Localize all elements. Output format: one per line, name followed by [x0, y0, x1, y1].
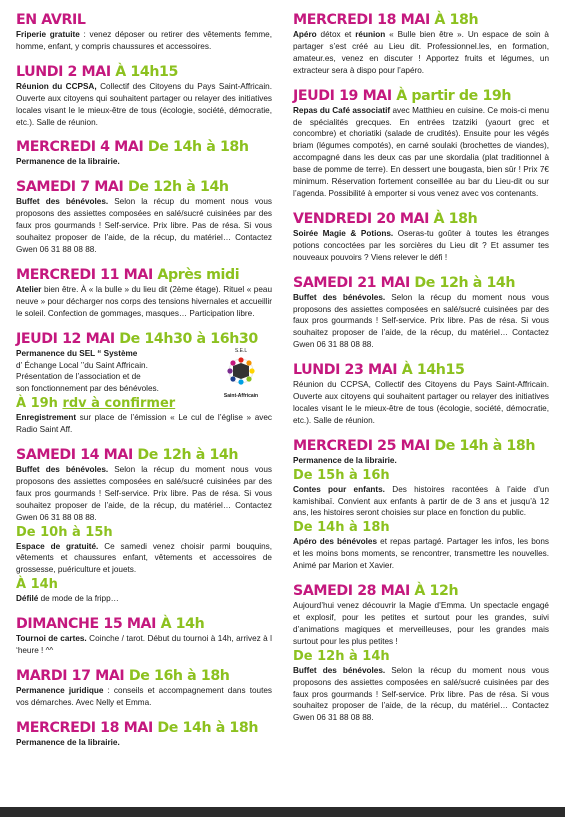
- event-desc: Oseras-tu goûter à toutes les étranges potions concoctées par les sorcières du Lieu dit ? Et assumer tes nouveaux pouvoirs ? Viens relever le défi !: [293, 228, 550, 262]
- event-time: À 14h15: [115, 63, 178, 80]
- bold-lead: Réunion du CCPSA,: [16, 81, 97, 91]
- event-text: [16, 412, 272, 436]
- event-day: VENDREDI 20 MAI: [293, 210, 429, 227]
- event-time: De 14h à 18h: [434, 437, 536, 454]
- event-desc: Selon la récup du moment nous vous proposons des assiettes composées en salé/sucré cuisinées par des faux pros gourmands ! Self-service. Prix libre. Pas de résa. Si vous souhaitez proposer de l’aide, de la récup, du matériel… Contactez Gwen 06 31 88 08 88.: [293, 292, 549, 350]
- event-mercredi-25: [293, 438, 549, 572]
- event-time: De 12h à 14h: [414, 274, 516, 291]
- event-day: SAMEDI 28 MAI: [293, 583, 410, 600]
- event-block: [16, 12, 272, 53]
- event-desc: : conseils et accompagnement dans toutes vos démarches. Avec Nelly et Emma.: [16, 686, 272, 707]
- event-desc: : venez déposer ou retirer des vêtements femme, homme, enfant, y compris chaussures et accessoires.: [16, 30, 272, 51]
- event-desc: Réunion du CCPSA, Collectif des Citoyens du Pays Saint-Affricain. Ouverte aux citoyens qui souhaitent partager ou relayer des initiatives locales visant le le mieux-être de tous (écologie, société, démocratie, etc.). Salle de réunion.: [293, 380, 549, 425]
- event-block: [293, 88, 549, 200]
- event-block: [293, 275, 549, 352]
- event-block: [16, 139, 272, 168]
- event-heading: [16, 668, 272, 685]
- sel-logo-top-text: S.E.L: [234, 347, 248, 354]
- event-time: De 14h à 18h: [147, 139, 249, 156]
- event-day: MERCREDI 11 MAI: [16, 266, 153, 283]
- sel-line-4: son fonctionnement par des bénévoles.: [16, 384, 159, 394]
- sel-line-1: Permanence du SEL “ Système: [16, 348, 138, 358]
- bold-lead: Friperie gratuite: [16, 30, 80, 39]
- bold-lead: Buffet des bénévoles.: [293, 292, 386, 302]
- event-text: [16, 633, 272, 657]
- left-column: [16, 12, 272, 760]
- event-text: [293, 665, 549, 725]
- bold-lead: Permanence de la librairie.: [293, 455, 397, 465]
- event-text: [16, 284, 272, 320]
- bold-lead: Buffet des bénévoles.: [16, 197, 109, 207]
- event-desc: Selon la récup du moment nous vous proposons des assiettes composées en salé/sucré cuisinées par des faux pros gourmands ! Self-service. Prix libre. Pas de résa. Si vous souhaitez proposer de l’aide, de la récup, du matériel… Contactez Gwen 06 31 88 08 88.: [293, 665, 549, 723]
- bold-lead: Tournoi de cartes.: [16, 634, 87, 644]
- event-text: [293, 105, 549, 200]
- event-time: À 14h: [160, 616, 205, 633]
- bold-lead: Buffet des bénévoles.: [16, 465, 109, 475]
- event-text: [16, 81, 272, 129]
- event-text: [16, 593, 272, 605]
- event-block: [16, 64, 272, 129]
- event-samedi-14: [16, 447, 272, 605]
- event-subtime: À 14h: [16, 577, 58, 593]
- event-time: De 12h à 14h: [137, 447, 239, 464]
- event-day: SAMEDI 14 MAI: [16, 447, 133, 464]
- bold-lead: Contes pour enfants.: [293, 484, 385, 494]
- event-time: Après midi: [157, 266, 240, 283]
- event-heading: [16, 179, 272, 196]
- event-heading: [16, 267, 272, 284]
- event-heading: [16, 64, 272, 81]
- event-text: [16, 29, 272, 53]
- event-desc: Selon la récup du moment nous vous proposons des assiettes composées en salé/sucré cuisinées par des faux pros gourmands ! Self-service. Prix libre. Pas de résa. Si vous souhaitez proposer de l’aide, de la récup, du matériel… Contactez Gwen 06 31 88 08 88.: [16, 197, 272, 254]
- event-jeudi-12: [16, 331, 272, 436]
- bold-lead: Permanence de la librairie.: [16, 737, 120, 747]
- event-desc: Des histoires racontées à l’aide d’un kamishibaï. Convient aux enfants à partir de de 3 ans et jusqu’à 12 ans, les histoires seront choisies sur place en fonction du public.: [293, 484, 549, 518]
- event-heading: [293, 362, 549, 379]
- event-block: [16, 720, 272, 749]
- sel-line-3: Présentation de l’association et de: [16, 372, 141, 382]
- event-heading: [16, 139, 272, 156]
- event-time: À 18h: [434, 12, 479, 28]
- event-subtime: De 14h à 18h: [293, 520, 390, 536]
- sel-block: [16, 347, 272, 399]
- sel-logo-bottom-text: Saint-Affricain: [223, 392, 259, 399]
- right-column: [293, 12, 549, 724]
- event-block: [16, 616, 272, 657]
- bold-lead: réunion: [355, 30, 386, 39]
- event-text: [293, 536, 549, 572]
- event-day: JEUDI 12 MAI: [16, 330, 115, 347]
- event-desc: Coinche / tarot. Début du tournoi à 14h, arrivez à l ‘heure ! ^^: [16, 634, 272, 656]
- event-text: [16, 685, 272, 709]
- event-heading: [293, 211, 549, 228]
- event-text: [293, 379, 549, 427]
- event-desc: bien être. À « la bulle » du lieu dit (2ème étage). Rituel « peau neuve » pour décharger nos corps des tensions hivernales et accueillir le soleil. Confection de gommages, masques… Participation libre.: [16, 284, 272, 318]
- bold-lead: Repas du Café associatif: [293, 105, 391, 115]
- bold-lead: Permanence de la librairie.: [16, 157, 120, 167]
- bold-lead: Permanence juridique: [16, 686, 104, 695]
- event-text: [293, 455, 549, 467]
- event-desc: Collectif des Citoyens du Pays Saint-Affricain. Ouverte aux citoyens qui souhaitent partager ou relayer des initiatives locales visant le le mieux-être de tous (écologie, société, démocratie, etc.). Salle de réunion.: [16, 81, 272, 127]
- event-subtime: De 15h à 16h: [293, 467, 390, 483]
- left-events-a: [16, 12, 272, 331]
- event-time: De 16h à 18h: [128, 668, 230, 684]
- event-text: [16, 156, 272, 168]
- event-day: MARDI 17 MAI: [16, 668, 125, 684]
- event-desc: détox et: [316, 30, 356, 39]
- left-events-b: [16, 616, 272, 760]
- event-time: À 14h15: [401, 362, 465, 379]
- event-subtime: De 12h à 14h: [293, 648, 390, 664]
- event-text: [16, 464, 272, 524]
- event-day: MERCREDI 18 MAI: [293, 12, 430, 28]
- rdv-confirm-link[interactable]: rdv à confirmer: [62, 396, 176, 412]
- sel-line-2: d’ Échange Local ’’du Saint Affricain.: [16, 360, 148, 370]
- event-desc: Selon la récup du moment nous vous proposons des assiettes composées en salé/sucré cuisinées par des faux pros gourmands ! Self-service. Prix libre. Pas de résa. Si vous souhaitez proposer de l’aide, de la récup, du matériel… Contactez Gwen 06 31 88 08 88.: [16, 465, 272, 522]
- event-desc: de mode de la fripp…: [38, 594, 119, 604]
- event-time: À partir de 19h: [396, 87, 512, 104]
- event-day: MERCREDI 4 MAI: [16, 139, 144, 156]
- event-text: [293, 29, 549, 77]
- bold-lead: Enregistrement: [16, 413, 77, 423]
- event-time: De 14h à 18h: [157, 719, 259, 736]
- event-heading: [293, 12, 549, 29]
- event-desc: avec Matthieu en cuisine. Ce mois-ci menu de spécialités grecques. En entrées tzatziki (yaourt grec et concombre) et choriatiki (salade de crudités). Ensuite pour les végés briam (légumes compotés), en carné soulaki (brochettes de viandes), accompagné dans les deux cas par une skordalia (plat traditionnel à base de pomme de terre). En dessert une bougasta, bien sûr ! Prix 7€ minimum. Réservation fortement conseillée au bar du Lieu-dit ou sur l’agenda. Possibilité à emporter si vous venez avec vos contenants.: [293, 105, 549, 198]
- event-time: De 12h à 14h: [127, 179, 229, 196]
- event-text: [293, 484, 549, 520]
- event-desc: « Bulle bien être ». Un espace de soin à partager s’est créé au Lieu dit. Professionnel.les, en formation, amateur.es, venez en discuter ! Apportez fruits et légumes, un extracteur sera à dispo pour l’apéro.: [293, 30, 549, 75]
- event-text: [293, 292, 549, 352]
- event-block: [16, 179, 272, 256]
- sel-logo: [218, 348, 264, 398]
- event-time: De 14h30 à 16h30: [119, 330, 258, 347]
- event-day: MERCREDI 25 MAI: [293, 437, 430, 454]
- bold-lead: Apéro: [293, 30, 317, 39]
- event-day: SAMEDI 21 MAI: [293, 274, 410, 291]
- event-day: JEUDI 19 MAI: [293, 87, 392, 104]
- event-text: [16, 196, 272, 256]
- event-text: [293, 228, 549, 264]
- event-block: [293, 362, 549, 427]
- footer-bar: [0, 807, 565, 817]
- event-day: DIMANCHE 15 MAI: [16, 616, 157, 633]
- event-day: EN AVRIL: [16, 12, 86, 28]
- bold-lead: Apéro des bénévoles: [293, 537, 378, 547]
- event-desc: Ce samedi venez choisir parmi bouquins, vêtements et chaussures enfant, vêtements et accessoires de grossesse, puériculture et jouets.: [16, 541, 272, 575]
- bold-lead: Atelier: [16, 284, 42, 294]
- right-events-a: [293, 12, 549, 438]
- event-block: [16, 267, 272, 320]
- event-heading: [16, 616, 272, 633]
- event-samedi-28: [293, 583, 549, 724]
- event-desc: sur place de l’émission « Le cul de l’église » avec Radio Saint Aff.: [16, 413, 272, 435]
- sel-logo-icon: [218, 354, 264, 388]
- event-subtime: De 10h à 15h: [16, 524, 113, 540]
- event-block: [16, 668, 272, 709]
- event-block: [293, 211, 549, 264]
- event-heading: [293, 88, 549, 105]
- event-heading: [293, 438, 549, 455]
- event-time: À 18h: [433, 210, 478, 227]
- event-day: LUNDI 2 MAI: [16, 63, 111, 80]
- bold-lead: Soirée Magie & Potions.: [293, 228, 394, 238]
- event-day: LUNDI 23 MAI: [293, 362, 398, 379]
- bold-lead: Défilé: [16, 594, 39, 604]
- bold-lead: Buffet des bénévoles.: [293, 665, 386, 675]
- event-day: MERCREDI 18 MAI: [16, 719, 153, 736]
- event-heading: [16, 331, 272, 348]
- event-heading: [16, 447, 272, 464]
- rdv-time: À 19h: [16, 396, 58, 412]
- event-block: [293, 12, 549, 77]
- event-heading: [293, 583, 549, 600]
- event-day: SAMEDI 7 MAI: [16, 179, 124, 196]
- event-time: À 12h: [414, 583, 459, 600]
- event-heading: [16, 720, 272, 737]
- event-text: [16, 737, 272, 749]
- event-heading: [16, 12, 272, 29]
- event-heading: [293, 275, 549, 292]
- event-text: [16, 541, 272, 577]
- event-desc: et repas partagé. Partager les infos, les bons et les moins bons moments, se rencontrer, transmettre les nouvelles. Animé par Marion et Xavier.: [293, 537, 549, 571]
- event-text: Aujourd’hui venez découvrir la Magie d’Emma. Un spectacle engagé et explosif, pour les petites et surtout pour les grandes, suivi d’animations magiques et merveilleuses, pour les grandes mais surtout pour les plus petites !: [293, 601, 549, 646]
- bold-lead: Espace de gratuité.: [16, 541, 99, 551]
